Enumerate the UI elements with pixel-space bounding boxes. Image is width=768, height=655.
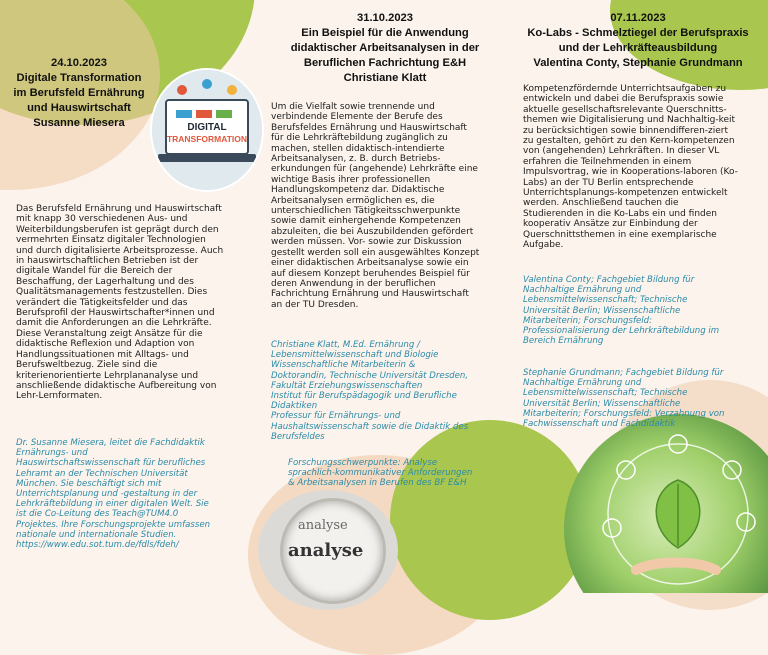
sustainability-image — [556, 410, 768, 593]
col3-bio-conty: Valentina Conty; Fachgebiet Bildung für Nachhaltige Ernährung und Lebensmittelwissenschaft; Technische Universität Berlin; Wissenschaftliche Mitarbeiterin; Forschungsfeld: Professionalisierung der Lehrkräftebildung im Bereich Ernährung — [523, 275, 720, 347]
leaf-illustration — [556, 410, 768, 593]
analyse-word-1: analyse — [298, 518, 348, 533]
col3-date: 07.11.2023 — [610, 12, 666, 24]
col3-bio-grundmann: Stephanie Grundmann; Fachgebiet Bildung für Nachhaltige Ernährung und Lebensmittelwissenschaft; Technische Universität Berlin; Wissenschaftliche Mitarbeiterin; Forschungsfeld: Verzahnung von Fachwissenschaft und Fachdidaktik — [523, 368, 725, 430]
col1-bio: Dr. Susanne Miesera, leitet die Fachdidaktik Ernährungs- und Hauswirtschaftswissenschaft für berufliches Lehramt an der Technischen Universität München. Sie beschäftigt sich mit Unterrichtsplanung und -gestaltung in der Lehrkräftebildung in einer digitalen Welt. Sie ist die Co-Leitung des Teach@TUM4.0 Projektes. Ihre Forschungsprojekte umfassen nationale und internationale Studien. https://www.edu.sot.tum.de/fdls/fdeh/ — [16, 438, 266, 550]
magnifying-glass-image — [258, 490, 398, 610]
col3-header: 07.11.2023 Ko-Labs - Schmelztiegel der Berufspraxis und der Lehrkräfteausbildung Valentina Conty, Stephanie Grundmann — [513, 11, 763, 71]
col1-body: Das Berufsfeld Ernährung und Hauswirtschaft mit knapp 30 verschiedenen Aus- und Weiterbildungsberufen ist geprägt durch den vermehrten Einsatz digitaler Technologien und durch digitalisierte Arbeitsprozesse. Auch in hauswirtschaftlichen Betrieben ist der digitale Wandel für die Bereich der Beschaffung, der Lagerhaltung und des Qualitätsmanagements festzustellen. Dies verändert die Tätigkeitsfelder und das Berufsprofil der Hauswirtschafter*innen und damit die Anforderungen an die Lehrkräfte. Diese Veranstaltung zeigt Ansätze für die didaktische Reflexion und Adaption von Handlungssituationen mit Alltags- und Berufsweltbezug. Ziele sind die kriterienorientierte Lehrplananalyse und anschließende didaktische Aufbereitung von Lehr-Lernformaten. — [16, 204, 224, 402]
image-text-digital: DIGITAL — [187, 122, 227, 133]
col1-date: 24.10.2023 — [51, 57, 107, 69]
col2-focus: Forschungsschwerpunkte: Analyse sprachlich-kommunikativer Anforderungen & Arbeitsanalysen in Berufen des BF E&H — [288, 458, 473, 489]
col2-date: 31.10.2023 — [357, 12, 413, 24]
col2-bio: Christiane Klatt, M.Ed. Ernährung / Lebensmittelwissenschaft und Biologie Wissenschaftliche Mitarbeiterin & Doktorandin, Technische Universität Dresden, Fakultät Erziehungswissenschaften Institut für Berufspädagogik und Berufliche Didaktiken Professur für Ernährungs- und Haushaltswissenschaft sowie die Didaktik des Berufsfeldes — [271, 340, 469, 442]
col3-body: Kompetenzfördernde Unterrichtsaufgaben zu entwickeln und dabei die Berufspraxis sowie aktuelle gesellschaftsrelevante Querschnitts- themen wie Digitalisierung und Nachhaltig-keit zu berücksichtigen sowie binnendifferen-ziert zu gestalten, gehört zu den Kern-kompetenzen von (angehenden) Lehrkräften. In dieser VL erfahren die Teilnehmenden in einem Impulsvortrag, wie in Kooperations-laboren (Ko- Labs) an der TU Berlin entsprechende Unterrichtsplanungs-kompetenzen entwickelt werden. Anschließend tauchen die Studierenden in die Ko-Labs ein und finden kooperativ Ansätze zur Einbindung der Querschnittsthemen in eine exemplarische Aufgabe. — [523, 84, 738, 251]
image-text-transformation: TRANSFORMATION — [166, 134, 248, 144]
col2-header: 31.10.2023 Ein Beispiel für die Anwendung didaktischer Arbeitsanalysen in der Beruflichen Fachrichtung E&H Christiane Klatt — [270, 11, 500, 86]
col1-url[interactable]: https://www.edu.sot.tum.de/fdls/fdeh/ — [16, 540, 179, 551]
col1-header: 24.10.2023 Digitale Transformation im Berufsfeld Ernährung und Hauswirtschaft Susanne Miesera — [4, 56, 154, 131]
analyse-word-2: analyse — [288, 540, 364, 561]
col2-body: Um die Vielfalt sowie trennende und verbindende Elemente der Berufe des Berufsfeldes Ernährung und Hauswirtschaft für die Lehrkräftebildung zugänglich zu machen, stellen didaktisch-intendierte Arbeitsanalysen, z. B. durch Betriebs- erkundungen für (angehende) Lehrkräfte eine wichtige Basis ihrer professionellen Handlungskompetenz dar. Didaktische Arbeitsanalysen ermöglichen es, die unterschiedlichen Tätigkeitsschwerpunkte sowie damit einhergehende Kompetenzen abzuleiten, die bei Auszubildenden gefördert werden müssen. Vor- sowie zur Diskussion gestellt werden soll ein ausgewähltes Konzept einer didaktischen Arbeitsanalyse sowie ein auf diesem Konzept beruhendes Beispiel für deren Anwendung in der beruflichen Fachrichtung Ernährung und Hauswirtschaft an der TU Dresden. — [271, 102, 480, 310]
digital-transformation-image — [152, 70, 262, 190]
